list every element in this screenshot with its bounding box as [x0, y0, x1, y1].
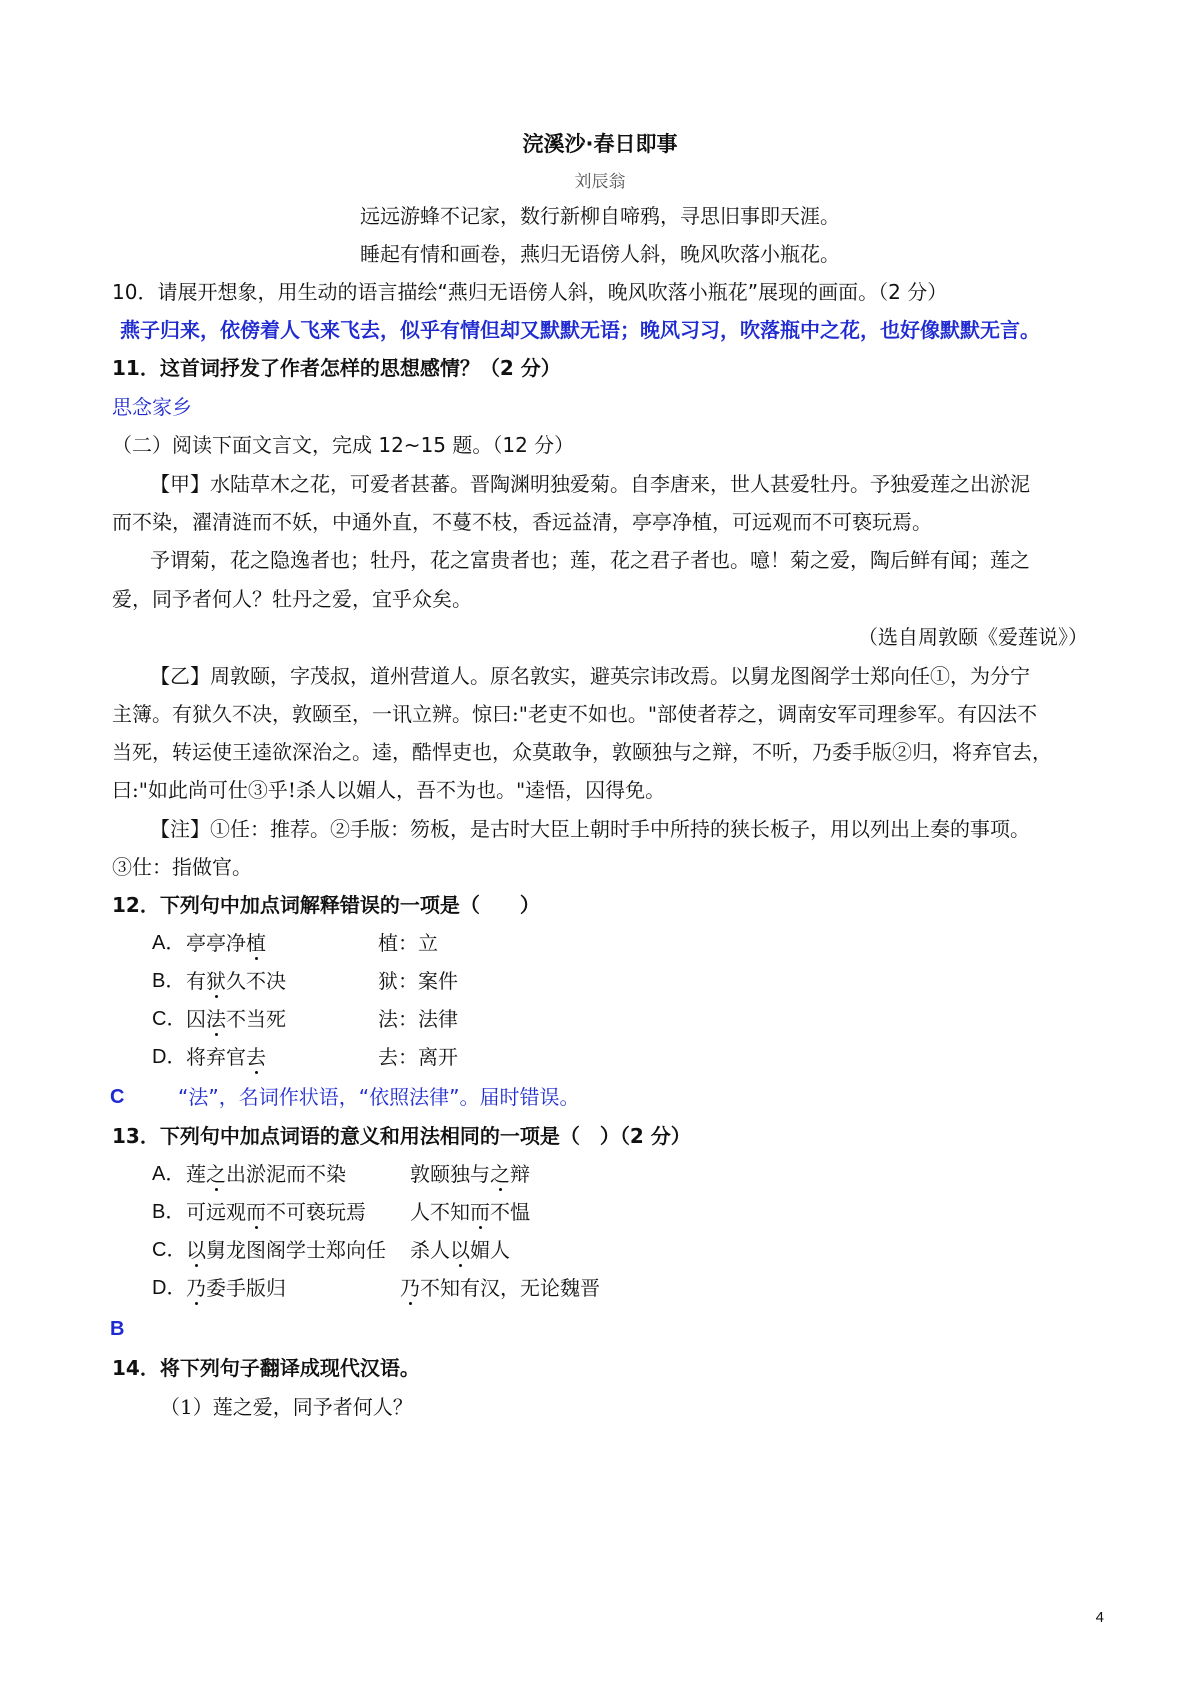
passage-jia-line-3: 予谓菊，花之隐逸者也；牡丹，花之富贵者也；莲，花之君子者也。噫！菊之爱，陶后鲜有闻；莲之	[150, 548, 1030, 572]
question-11: 11．这首词抒发了作者怎样的思想感情？（2 分）	[112, 356, 561, 380]
passage-yi-line-3: 当死，转运使王逵欲深治之。逵，酷悍吏也，众莫敢争，敦颐独与之辩，不听，乃委手版②归，将弃官去，	[112, 740, 1052, 764]
option-gloss: 植：立	[378, 931, 438, 955]
passage-jia-line-2: 而不染，濯清涟而不妖，中通外直，不蔓不枝，香远益清，亭亭净植，可远观而不可亵玩焉。	[112, 510, 932, 534]
question-10: 10．请展开想象，用生动的语言描绘“燕归无语傍人斜，晚风吹落小瓶花”展现的画面。（2 分）	[112, 280, 948, 304]
option-sentence: 有狱久不决	[186, 969, 286, 993]
note-line-1: 【注】①任：推荐。②手版：笏板，是古时大臣上朝时手中所持的狭长板子，用以列出上奏的事项。	[150, 817, 1030, 841]
answer-12-explanation: “法”，名词作状语，“依照法律”。届时错误。	[178, 1085, 580, 1109]
option-letter: A．	[152, 932, 186, 954]
option-letter: C．	[152, 1008, 187, 1030]
option-letter: B．	[152, 1201, 186, 1223]
option-sentence-2: 敦颐独与之辩	[410, 1162, 530, 1186]
dotted-word: 乃	[186, 1276, 206, 1300]
answer-13: B	[110, 1318, 125, 1340]
option-gloss: 狱：案件	[378, 969, 458, 993]
dotted-word: 乃	[400, 1276, 420, 1300]
passage-yi-line-4: 曰:"如此尚可仕③乎!杀人以媚人，吾不为也。"逵悟，囚得免。	[112, 778, 666, 802]
option-sentence-2: 乃不知有汉，无论魏晋	[400, 1276, 600, 1300]
option-sentence-1: 以舅龙图阁学士郑向任	[186, 1238, 386, 1262]
option-letter: A．	[152, 1163, 186, 1185]
dotted-word: 植	[246, 931, 266, 955]
answer-11: 思念家乡	[112, 395, 192, 419]
option-sentence-1: 可远观而不可亵玩焉	[186, 1200, 366, 1224]
passage-jia-source: （选自周敦颐《爱莲说》）	[858, 625, 1088, 649]
dotted-word: 以	[186, 1238, 206, 1262]
dotted-word: 法	[206, 1007, 226, 1031]
passage-yi-line-2: 主簿。有狱久不决，敦颐至，一讯立辨。惊曰:"老吏不如也。"部使者荐之，调南安军司理参军。有囚法不	[112, 702, 1038, 726]
option-sentence: 亭亭净植	[186, 931, 266, 955]
page-number: 4	[1095, 1609, 1104, 1626]
passage-yi-line-1: 【乙】周敦颐，字茂叔，道州营道人。原名敦实，避英宗讳改焉。以舅龙图阁学士郑向任①，为分宁	[150, 664, 1030, 688]
poem-line-2: 睡起有情和画卷，燕归无语傍人斜，晚风吹落小瓶花。	[360, 242, 840, 266]
question-14-sub-1: （1）莲之爱，同予者何人？	[160, 1395, 413, 1419]
option-sentence-1: 莲之出淤泥而不染	[186, 1162, 346, 1186]
dotted-word: 而	[470, 1200, 490, 1224]
dotted-word: 去	[246, 1045, 266, 1069]
option-letter: D．	[152, 1046, 187, 1068]
option-letter: D．	[152, 1277, 187, 1299]
option-sentence: 将弃官去	[186, 1045, 266, 1069]
option-letter: C．	[152, 1239, 187, 1261]
option-sentence-2: 杀人以媚人	[410, 1238, 510, 1262]
poem-title: 浣溪沙·春日即事	[522, 132, 678, 156]
passage-jia-line-1: 【甲】水陆草木之花，可爱者甚蕃。晋陶渊明独爱菊。自李唐来，世人甚爱牡丹。予独爱莲之出淤泥	[150, 472, 1030, 496]
note-line-2: ③仕：指做官。	[112, 855, 252, 879]
question-13: 13．下列句中加点词语的意义和用法相同的一项是（ ）（2 分）	[112, 1124, 691, 1148]
poem-author: 刘辰翁	[574, 172, 626, 192]
dotted-word: 之	[490, 1162, 510, 1186]
dotted-word: 之	[206, 1162, 226, 1186]
answer-12-letter: C	[110, 1086, 125, 1108]
question-12: 12．下列句中加点词解释错误的一项是（ ）	[112, 893, 540, 917]
option-sentence-2: 人不知而不愠	[410, 1200, 530, 1224]
option-letter: B．	[152, 970, 186, 992]
option-sentence-1: 乃委手版归	[186, 1276, 286, 1300]
question-14: 14．将下列句子翻译成现代汉语。	[112, 1356, 420, 1380]
dotted-word: 而	[246, 1200, 266, 1224]
option-gloss: 去：离开	[378, 1045, 458, 1069]
poem-line-1: 远远游蜂不记家，数行新柳自啼鸦，寻思旧事即天涯。	[360, 204, 840, 228]
option-gloss: 法：法律	[378, 1007, 458, 1031]
option-sentence: 囚法不当死	[186, 1007, 286, 1031]
dotted-word: 狱	[206, 969, 226, 993]
dotted-word: 以	[450, 1238, 470, 1262]
answer-10: 燕子归来，依傍着人飞来飞去，似乎有情但却又默默无语；晚风习习，吹落瓶中之花，也好像默默无言。	[120, 318, 1040, 342]
passage-jia-line-4: 爱，同予者何人？牡丹之爱，宜乎众矣。	[112, 587, 472, 611]
section-2-heading: （二）阅读下面文言文，完成 12~15 题。（12 分）	[112, 433, 575, 457]
